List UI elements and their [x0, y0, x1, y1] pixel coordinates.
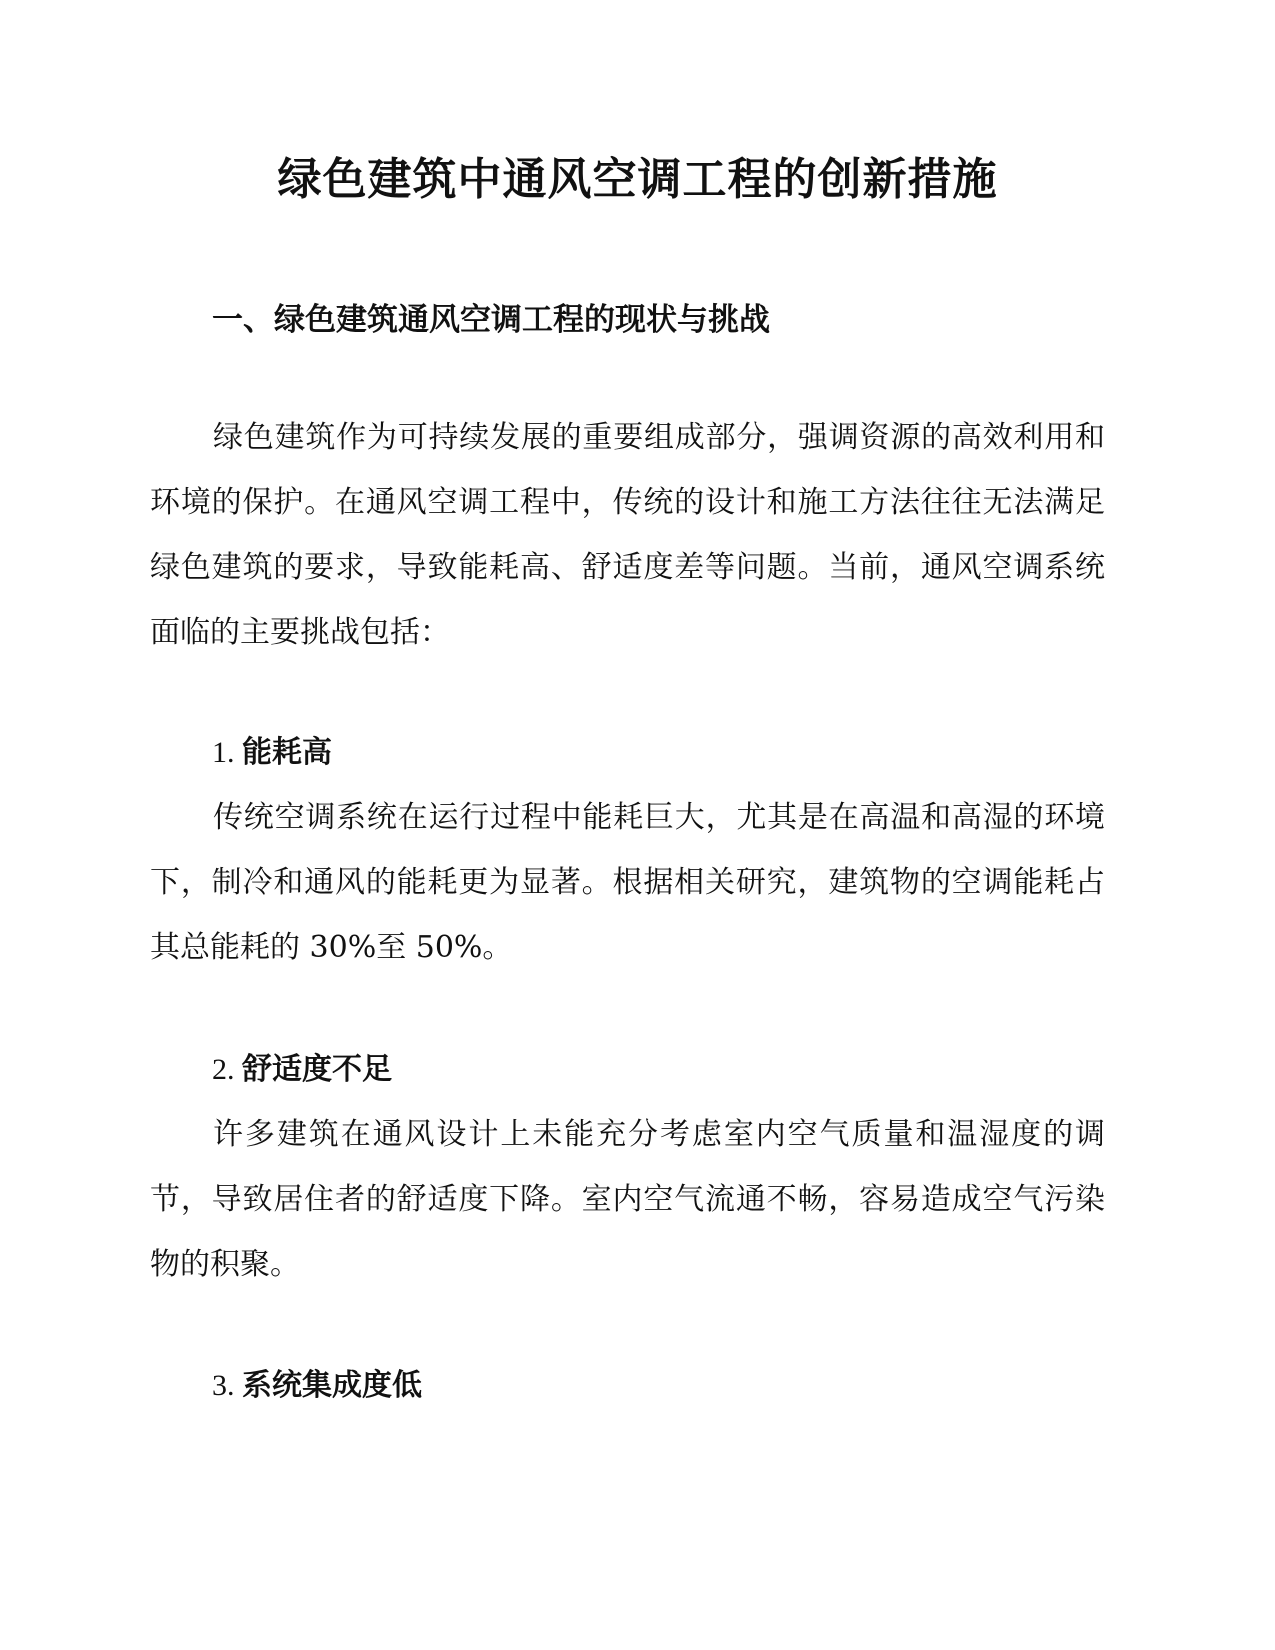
item-number: 1. — [212, 736, 242, 769]
item-label: 系统集成度低 — [242, 1368, 422, 1403]
section-heading: 一、绿色建筑通风空调工程的现状与挑战 — [212, 302, 770, 338]
item-label: 能耗高 — [242, 735, 332, 770]
item-paragraph-1: 传统空调系统在运行过程中能耗巨大，尤其是在高温和高湿的环境下，制冷和通风的能耗更为显著。根据相关研究，建筑物的空调能耗占其总能耗的 30%至 50%。 — [150, 800, 1105, 965]
intro-paragraph: 绿色建筑作为可持续发展的重要组成部分，强调资源的高效利用和环境的保护。在通风空调工程中，传统的设计和施工方法往往无法满足绿色建筑的要求，导致能耗高、舒适度差等问题。当前，通风空调系统面临的主要挑战包括： — [150, 420, 1105, 650]
item-heading-1 — [212, 733, 332, 773]
item-heading-3 — [212, 1366, 422, 1406]
item-paragraph-2: 许多建筑在通风设计上未能充分考虑室内空气质量和温湿度的调节，导致居住者的舒适度下降。室内空气流通不畅，容易造成空气污染物的积聚。 — [150, 1117, 1105, 1282]
item-number: 2. — [212, 1053, 242, 1086]
item-label: 舒适度不足 — [242, 1052, 392, 1087]
item-heading-2 — [212, 1050, 392, 1090]
document-title: 绿色建筑中通风空调工程的创新措施 — [277, 154, 998, 205]
item-number: 3. — [212, 1369, 242, 1402]
